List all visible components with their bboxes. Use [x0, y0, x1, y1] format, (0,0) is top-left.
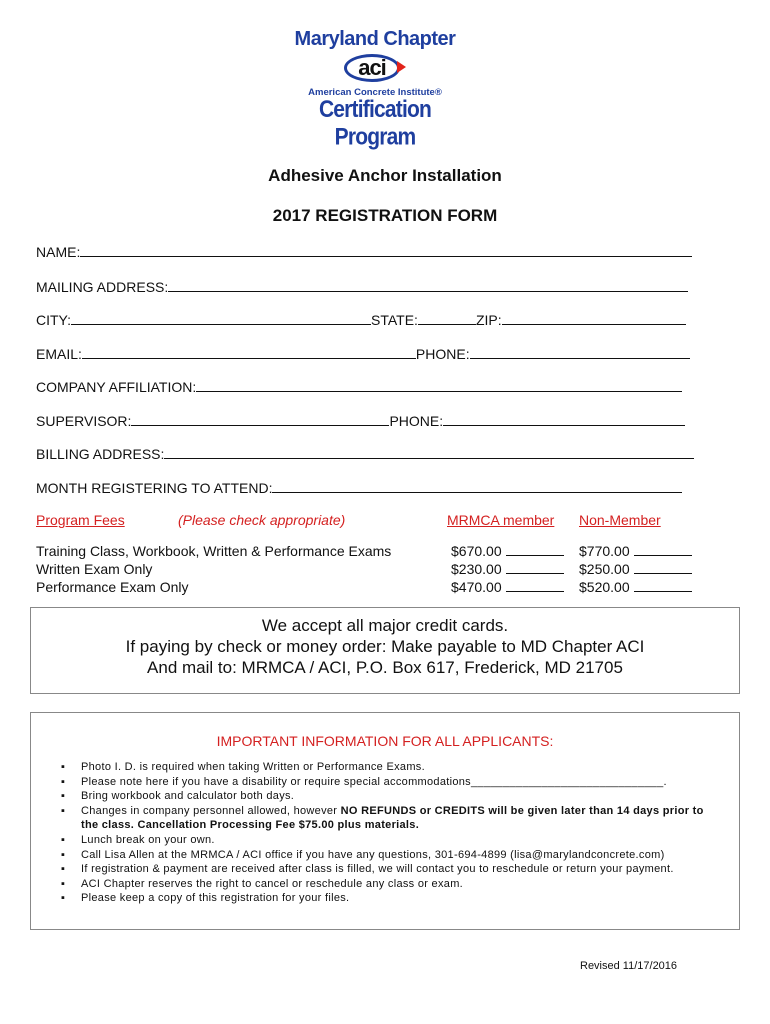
bullet-icon: ▪	[61, 804, 66, 817]
city-label: CITY:	[36, 312, 72, 328]
company-label: COMPANY AFFILIATION:	[36, 379, 197, 395]
member-price-2: $230.00	[451, 561, 502, 577]
member-check-2[interactable]	[506, 561, 564, 574]
nonmember-check-1[interactable]	[634, 543, 692, 556]
nonmember-price-1: $770.00	[579, 543, 630, 559]
nonmember-fee-3[interactable]	[579, 578, 692, 596]
bullet-icon: ▪	[61, 833, 66, 846]
list-item	[31, 789, 739, 804]
list-item	[31, 804, 739, 833]
item-text: Photo I. D. is required when taking Written or Performance Exams.	[81, 761, 425, 773]
nonmember-fee-2[interactable]	[579, 560, 692, 578]
bullet-icon: ▪	[61, 848, 66, 861]
logo-program-name: Certification Program	[318, 96, 432, 151]
state-field[interactable]	[418, 311, 476, 325]
list-item	[31, 877, 739, 892]
name-row	[36, 243, 692, 261]
month-row	[36, 479, 682, 497]
aci-logo-mark	[344, 54, 406, 82]
refund-text: Changes in company personnel allowed, however	[81, 804, 341, 817]
bullet-icon: ▪	[61, 790, 66, 803]
email-row	[36, 345, 690, 363]
phone-field[interactable]	[470, 345, 690, 359]
logo-chapter-name: Maryland Chapter	[294, 28, 456, 50]
mailing-row	[36, 278, 688, 296]
supervisor-phone-field[interactable]	[443, 412, 685, 426]
aci-arrow-icon	[397, 61, 406, 73]
program-fees-heading: Program Fees	[36, 512, 125, 528]
name-field[interactable]	[80, 243, 692, 257]
nonmember-column-heading: Non-Member	[579, 512, 661, 528]
nonmember-check-3[interactable]	[634, 579, 692, 592]
company-row	[36, 378, 682, 396]
member-fee-3[interactable]	[451, 578, 564, 596]
mailing-label: MAILING ADDRESS:	[36, 279, 169, 295]
month-field[interactable]	[272, 479, 682, 493]
member-fee-1[interactable]	[451, 542, 564, 560]
member-fee-2[interactable]	[451, 560, 564, 578]
bullet-icon: ▪	[61, 863, 66, 876]
item-text: Bring workbook and calculator both days.	[81, 790, 295, 803]
fee-row-desc-3: Performance Exam Only	[36, 579, 189, 595]
check-note: (Please check appropriate)	[178, 512, 346, 528]
member-price-3: $470.00	[451, 579, 502, 595]
payment-line-1: We accept all major credit cards.	[261, 616, 509, 635]
fee-row-desc-1: Training Class, Workbook, Written & Performance Exams	[36, 543, 392, 559]
bullet-icon: ▪	[61, 877, 66, 890]
payment-line-3: And mail to: MRMCA / ACI, P.O. Box 617, Frederick, MD 21705	[147, 658, 623, 677]
member-column-heading: MRMCA member	[447, 512, 555, 528]
revision-date: Revised 11/17/2016	[580, 960, 678, 972]
payment-info-box	[30, 607, 740, 694]
aci-mark-text: aci	[358, 55, 386, 80]
item-text: If registration & payment are received after class is filled, we will contact you to reschedule or return your payment.	[81, 863, 674, 876]
item-text: Please keep a copy of this registration for your files.	[81, 892, 350, 905]
city-row	[36, 311, 686, 329]
zip-label: ZIP:	[475, 312, 502, 328]
nonmember-check-2[interactable]	[634, 561, 692, 574]
nonmember-price-2: $250.00	[579, 561, 630, 577]
item-text: Please note here if you have a disability or require special accommodations______________________________.	[81, 775, 667, 788]
email-label: EMAIL:	[36, 346, 82, 362]
form-title: Adhesive Anchor Installation	[268, 166, 502, 185]
important-heading: IMPORTANT INFORMATION FOR ALL APPLICANTS:	[216, 733, 554, 749]
list-item	[31, 848, 739, 863]
list-item	[31, 775, 739, 790]
mailing-field[interactable]	[168, 278, 688, 292]
item-text: Lunch break on your own.	[81, 833, 215, 846]
member-price-1: $670.00	[451, 543, 502, 559]
refund-policy: NO REFUNDS or CREDITS will be given later than 14 days prior to the class. Cancellation Processing Fee $75.00 plus materials.	[81, 804, 704, 832]
supervisor-label: SUPERVISOR:	[36, 413, 132, 429]
important-info-box	[30, 712, 740, 930]
list-item	[31, 760, 739, 775]
important-list	[31, 760, 739, 906]
form-subtitle: 2017 REGISTRATION FORM	[272, 206, 498, 225]
item-text: ACI Chapter reserves the right to cancel or reschedule any class or exam.	[81, 877, 464, 890]
payment-line-2: If paying by check or money order: Make payable to MD Chapter ACI	[125, 637, 645, 656]
company-field[interactable]	[196, 378, 682, 392]
logo-institute-name: American Concrete Institute®	[308, 87, 442, 98]
supervisor-row	[36, 412, 685, 430]
fee-row-desc-2: Written Exam Only	[36, 561, 153, 577]
name-label: NAME:	[36, 244, 81, 260]
list-item	[31, 891, 739, 906]
list-item	[31, 862, 739, 877]
nonmember-fee-1[interactable]	[579, 542, 692, 560]
city-field[interactable]	[71, 311, 371, 325]
member-check-1[interactable]	[506, 543, 564, 556]
list-item	[31, 833, 739, 848]
phone-label: PHONE:	[415, 346, 470, 362]
supervisor-field[interactable]	[131, 412, 389, 426]
member-check-3[interactable]	[506, 579, 564, 592]
month-label: MONTH REGISTERING TO ATTEND:	[36, 480, 273, 496]
email-field[interactable]	[82, 345, 416, 359]
bullet-icon: ▪	[61, 775, 66, 788]
zip-field[interactable]	[502, 311, 686, 325]
billing-row	[36, 445, 694, 463]
bullet-icon: ▪	[61, 761, 66, 773]
state-label: STATE:	[371, 312, 418, 328]
nonmember-price-3: $520.00	[579, 579, 630, 595]
bullet-icon: ▪	[61, 892, 66, 905]
chapter-logo	[280, 28, 470, 151]
supervisor-phone-label: PHONE:	[389, 413, 444, 429]
billing-field[interactable]	[164, 445, 694, 459]
billing-label: BILLING ADDRESS:	[36, 446, 165, 462]
item-text: Call Lisa Allen at the MRMCA / ACI office if you have any questions, 301-694-4899 (lisa@marylandconcrete.com)	[81, 848, 665, 861]
